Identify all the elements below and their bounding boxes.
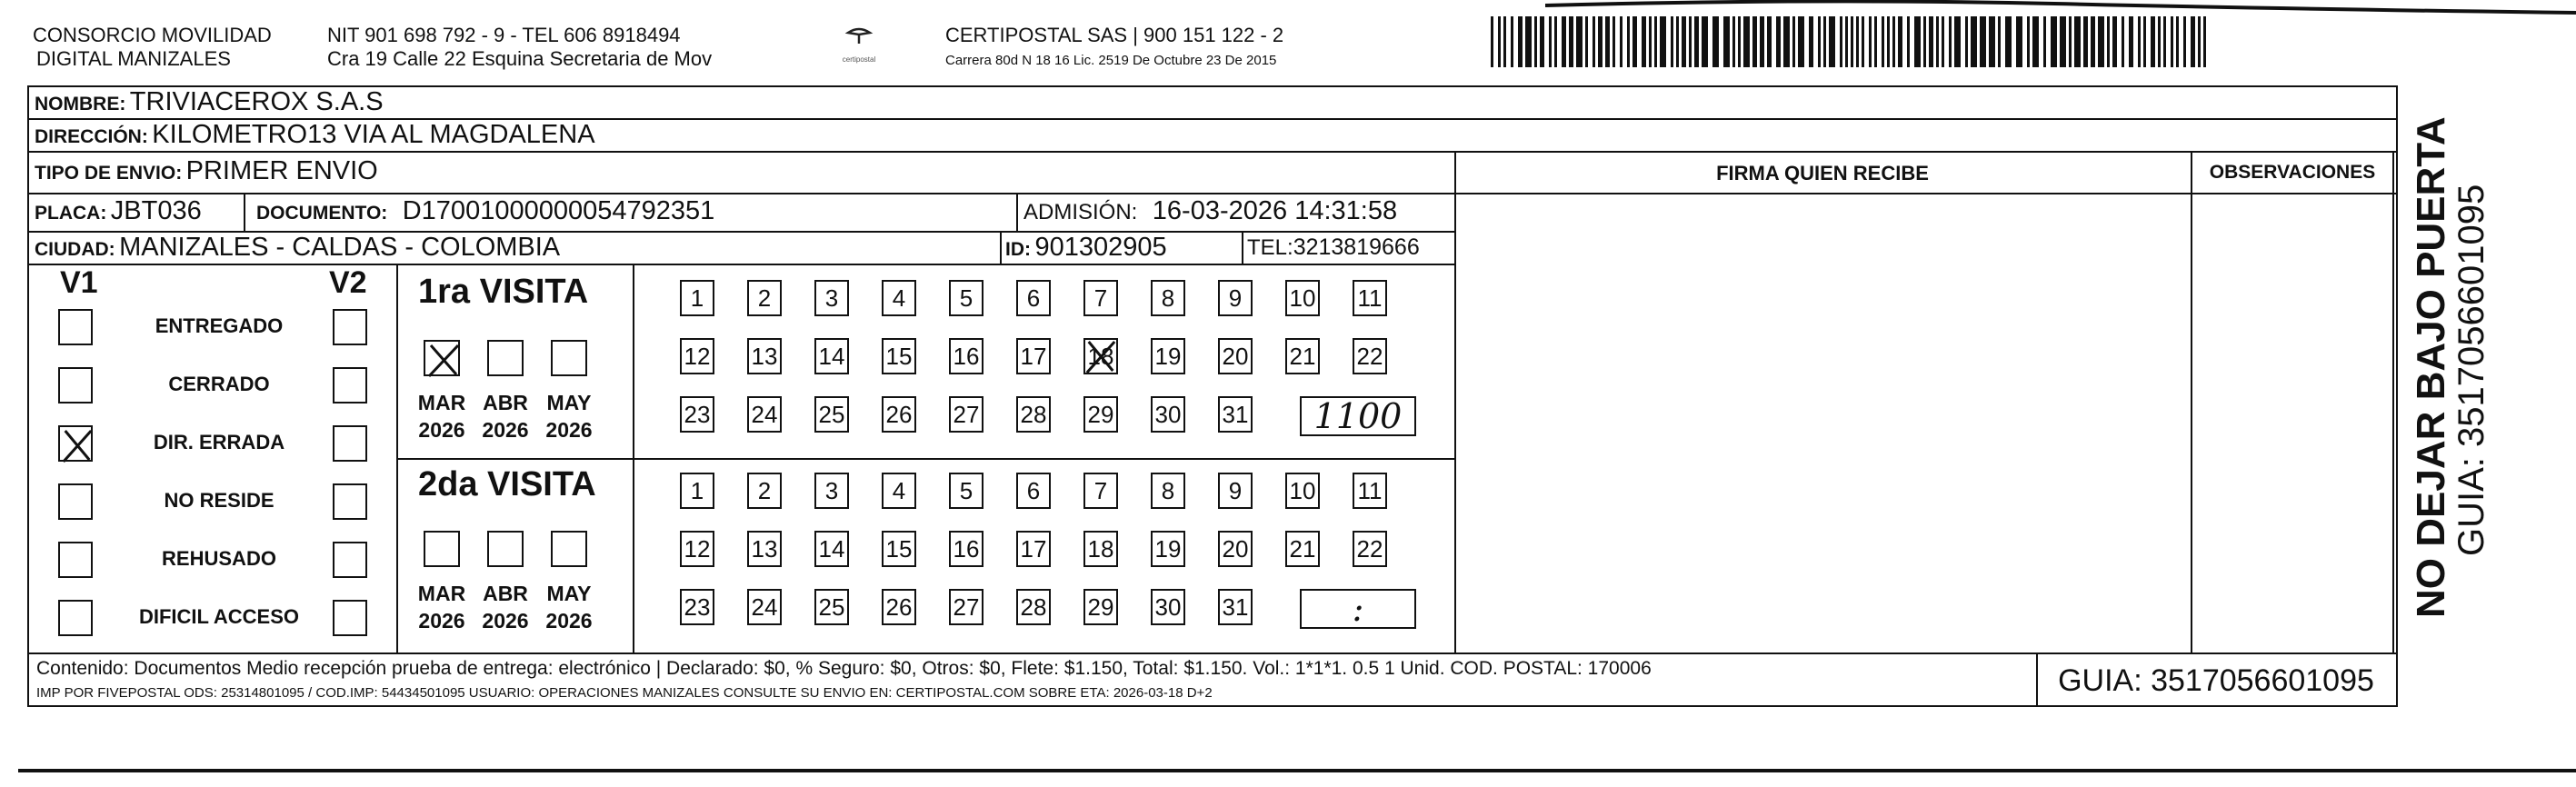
admision-field <box>1023 196 1397 226</box>
day-box-15[interactable]: 15 <box>882 531 916 567</box>
tel-label: TEL: <box>1247 235 1293 260</box>
day-box-2[interactable]: 2 <box>747 473 782 509</box>
month-checkbox-abr[interactable] <box>487 340 524 376</box>
barcode-bar <box>1534 16 1537 67</box>
day-box-30[interactable]: 30 <box>1151 589 1185 625</box>
day-box-6[interactable]: 6 <box>1016 280 1051 316</box>
admision-label: ADMISIÓN: <box>1023 200 1138 224</box>
day-box-25[interactable]: 25 <box>814 396 849 433</box>
day-box-12[interactable]: 12 <box>680 531 714 567</box>
day-box-17[interactable]: 17 <box>1016 531 1051 567</box>
day-box-3[interactable]: 3 <box>814 280 849 316</box>
month-checkbox-abr[interactable] <box>487 531 524 567</box>
certipostal-logo <box>823 24 895 69</box>
barcode-bar <box>1511 16 1513 67</box>
day-box-27[interactable]: 27 <box>949 396 983 433</box>
company-address: Cra 19 Calle 22 Esquina Secretaria de Mov <box>327 47 713 70</box>
month-checkbox-mar[interactable] <box>424 531 460 567</box>
barcode-bar <box>1498 16 1501 67</box>
day-box-9[interactable]: 9 <box>1218 280 1253 316</box>
day-box-8[interactable]: 8 <box>1151 473 1185 509</box>
month-label: ABR <box>483 391 528 414</box>
day-box-28[interactable]: 28 <box>1016 589 1051 625</box>
nombre-label: NOMBRE: <box>35 94 126 115</box>
barcode-bar <box>1503 16 1506 67</box>
tear-edge <box>1545 0 2576 36</box>
handwritten-x-mark <box>1083 338 1118 374</box>
day-box-17[interactable]: 17 <box>1016 338 1051 374</box>
day-box-7[interactable]: 7 <box>1083 473 1118 509</box>
month-label: ABR <box>483 582 528 605</box>
day-box-21[interactable]: 21 <box>1285 338 1320 374</box>
ciudad-value: MANIZALES - CALDAS - COLOMBIA <box>119 233 561 262</box>
company-name-line2: DIGITAL MANIZALES <box>36 47 231 70</box>
day-box-21[interactable]: 21 <box>1285 531 1320 567</box>
month-label: MAR <box>417 391 466 414</box>
month-label: MAY <box>546 391 592 414</box>
v2-checkbox-4[interactable] <box>333 542 367 578</box>
signature-area[interactable] <box>1458 194 2189 651</box>
barcode-bar <box>1518 16 1523 67</box>
status-label: NO RESIDE <box>164 489 275 512</box>
contenido-line: Contenido: Documentos Medio recepción prueba de entrega: electrónico | Declarado: $0, % Seguro: $0, Otros: $0, Flete: $1.150, Total: $1.150. Vol.: 1*1*1. 0.5 1 Unid. COD. POSTAL: 170006 <box>36 658 1652 679</box>
v1-checkbox-4[interactable] <box>58 542 93 578</box>
year-label: 2026 <box>545 609 593 633</box>
documento-field <box>256 196 714 226</box>
v1-label: V1 <box>60 265 98 300</box>
guia-box: GUIA: 3517056601095 <box>2058 663 2374 698</box>
day-box-6[interactable]: 6 <box>1016 473 1051 509</box>
day-box-19[interactable]: 19 <box>1151 338 1185 374</box>
company-name-line1: CONSORCIO MOVILIDAD <box>33 24 272 46</box>
day-box-22[interactable]: 22 <box>1353 338 1387 374</box>
day-box-1[interactable]: 1 <box>680 280 714 316</box>
v2-checkbox-5[interactable] <box>333 600 367 636</box>
year-label: 2026 <box>418 418 465 442</box>
day-box-25[interactable]: 25 <box>814 589 849 625</box>
day-box-4[interactable]: 4 <box>882 473 916 509</box>
side-guia: GUIA: 3517056601095 <box>2451 184 2491 556</box>
day-box-11[interactable]: 11 <box>1353 473 1387 509</box>
day-box-16[interactable]: 16 <box>949 531 983 567</box>
day-box-23[interactable]: 23 <box>680 396 714 433</box>
day-box-31[interactable]: 31 <box>1218 589 1253 625</box>
day-box-8[interactable]: 8 <box>1151 280 1185 316</box>
day-box-20[interactable]: 20 <box>1218 531 1253 567</box>
tipo-envio-field <box>35 156 378 186</box>
bottom-rule <box>18 769 2576 772</box>
day-box-14[interactable]: 14 <box>814 531 849 567</box>
day-box-26[interactable]: 26 <box>882 396 916 433</box>
year-label: 2026 <box>482 418 529 442</box>
v1-checkbox-3[interactable] <box>58 483 93 520</box>
barcode-bar <box>1525 16 1532 67</box>
placa-field <box>35 196 202 226</box>
day-box-24[interactable]: 24 <box>747 589 782 625</box>
day-box-10[interactable]: 10 <box>1285 280 1320 316</box>
v1-checkbox-1[interactable] <box>58 367 93 403</box>
time-field[interactable]: : <box>1300 589 1416 629</box>
day-box-2[interactable]: 2 <box>747 280 782 316</box>
day-box-24[interactable]: 24 <box>747 396 782 433</box>
v2-checkbox-3[interactable] <box>333 483 367 520</box>
barcode-bar <box>1540 16 1544 67</box>
firma-label: FIRMA QUIEN RECIBE <box>1716 162 1929 184</box>
day-box-29[interactable]: 29 <box>1083 589 1118 625</box>
handwritten-x-mark <box>60 427 95 463</box>
month-label: MAY <box>546 582 592 605</box>
certipostal-info: CERTIPOSTAL SAS | 900 151 122 - 2 <box>945 24 1284 46</box>
day-box-13[interactable]: 13 <box>747 531 782 567</box>
day-box-18[interactable]: 18 <box>1083 338 1118 374</box>
day-box-3[interactable]: 3 <box>814 473 849 509</box>
nombre-field <box>35 87 384 117</box>
direccion-field <box>35 120 595 150</box>
day-box-12[interactable]: 12 <box>680 338 714 374</box>
day-box-5[interactable]: 5 <box>949 280 983 316</box>
status-label: DIFICIL ACCESO <box>138 605 299 628</box>
documento-value: D17001000000054792351 <box>402 196 715 225</box>
year-label: 2026 <box>418 609 465 633</box>
v2-checkbox-1[interactable] <box>333 367 367 403</box>
day-box-5[interactable]: 5 <box>949 473 983 509</box>
observaciones-label: OBSERVACIONES <box>2209 162 2376 183</box>
id-label: ID: <box>1005 239 1031 260</box>
id-field <box>1005 233 1167 263</box>
day-box-30[interactable]: 30 <box>1151 396 1185 433</box>
admision-value: 16-03-2026 14:31:58 <box>1152 196 1398 225</box>
day-box-20[interactable]: 20 <box>1218 338 1253 374</box>
placa-label: PLACA: <box>35 203 107 224</box>
day-box-29[interactable]: 29 <box>1083 396 1118 433</box>
day-box-9[interactable]: 9 <box>1218 473 1253 509</box>
no-dejar-bajo-puerta: NO DEJAR BAJO PUERTA <box>2409 116 2453 618</box>
day-box-27[interactable]: 27 <box>949 589 983 625</box>
day-box-11[interactable]: 11 <box>1353 280 1387 316</box>
month-label: MAR <box>417 582 466 605</box>
day-box-10[interactable]: 10 <box>1285 473 1320 509</box>
day-box-13[interactable]: 13 <box>747 338 782 374</box>
visit1-title: 1ra VISITA <box>418 273 589 311</box>
day-box-15[interactable]: 15 <box>882 338 916 374</box>
status-label: CERRADO <box>168 373 270 395</box>
placa-value: JBT036 <box>110 196 202 225</box>
day-box-4[interactable]: 4 <box>882 280 916 316</box>
status-label: ENTREGADO <box>155 314 284 337</box>
v1-checkbox-0[interactable] <box>58 309 93 345</box>
day-box-18[interactable]: 18 <box>1083 531 1118 567</box>
imp-line: IMP POR FIVEPOSTAL ODS: 25314801095 / COD.IMP: 54434501095 USUARIO: OPERACIONES MANIZALES CONSULTE SU ENVIO EN: CERTIPOSTAL.COM SOBRE ETA: 2026-03-18 D+2 <box>36 685 1213 701</box>
id-value: 901302905 <box>1034 233 1167 262</box>
tel-field <box>1247 234 1420 261</box>
v2-checkbox-2[interactable] <box>333 425 367 462</box>
observaciones-area[interactable] <box>2194 194 2391 651</box>
day-box-23[interactable]: 23 <box>680 589 714 625</box>
barcode-bar <box>1491 16 1493 67</box>
day-box-1[interactable]: 1 <box>680 473 714 509</box>
ciudad-field <box>35 233 560 263</box>
day-box-26[interactable]: 26 <box>882 589 916 625</box>
day-box-14[interactable]: 14 <box>814 338 849 374</box>
v2-label: V2 <box>329 265 367 300</box>
documento-label: DOCUMENTO: <box>256 203 388 224</box>
month-checkbox-mar[interactable] <box>424 340 460 376</box>
tipo-envio-value: PRIMER ENVIO <box>185 156 378 185</box>
status-label: DIR. ERRADA <box>153 431 285 453</box>
direccion-label: DIRECCIÓN: <box>35 126 148 147</box>
v1-checkbox-2[interactable] <box>58 425 93 462</box>
day-mark <box>1083 338 1118 374</box>
status-label: REHUSADO <box>162 547 276 570</box>
certipostal-license: Carrera 80d N 18 16 Lic. 2519 De Octubre 23 De 2015 <box>945 53 1277 68</box>
v1-checkbox-5[interactable] <box>58 600 93 636</box>
handwritten-x-mark <box>425 342 462 378</box>
nit-line: NIT 901 698 792 - 9 - TEL 606 8918494 <box>327 24 681 46</box>
year-label: 2026 <box>482 609 529 633</box>
day-box-22[interactable]: 22 <box>1353 531 1387 567</box>
day-box-28[interactable]: 28 <box>1016 396 1051 433</box>
visit2-title: 2da VISITA <box>418 465 596 503</box>
tel-value: 3213819666 <box>1293 234 1420 260</box>
year-label: 2026 <box>545 418 593 442</box>
month-checkbox-may[interactable] <box>551 340 587 376</box>
direccion-value: KILOMETRO13 VIA AL MAGDALENA <box>152 120 595 149</box>
ciudad-label: CIUDAD: <box>35 239 115 260</box>
day-box-19[interactable]: 19 <box>1151 531 1185 567</box>
day-box-16[interactable]: 16 <box>949 338 983 374</box>
month-checkbox-may[interactable] <box>551 531 587 567</box>
time-field[interactable]: 1100 <box>1300 396 1416 436</box>
day-box-7[interactable]: 7 <box>1083 280 1118 316</box>
svg-text:certipostal: certipostal <box>842 55 876 64</box>
day-box-31[interactable]: 31 <box>1218 396 1253 433</box>
tipo-envio-label: TIPO DE ENVIO: <box>35 163 183 184</box>
nombre-value: TRIVIACEROX S.A.S <box>129 87 384 116</box>
v2-checkbox-0[interactable] <box>333 309 367 345</box>
